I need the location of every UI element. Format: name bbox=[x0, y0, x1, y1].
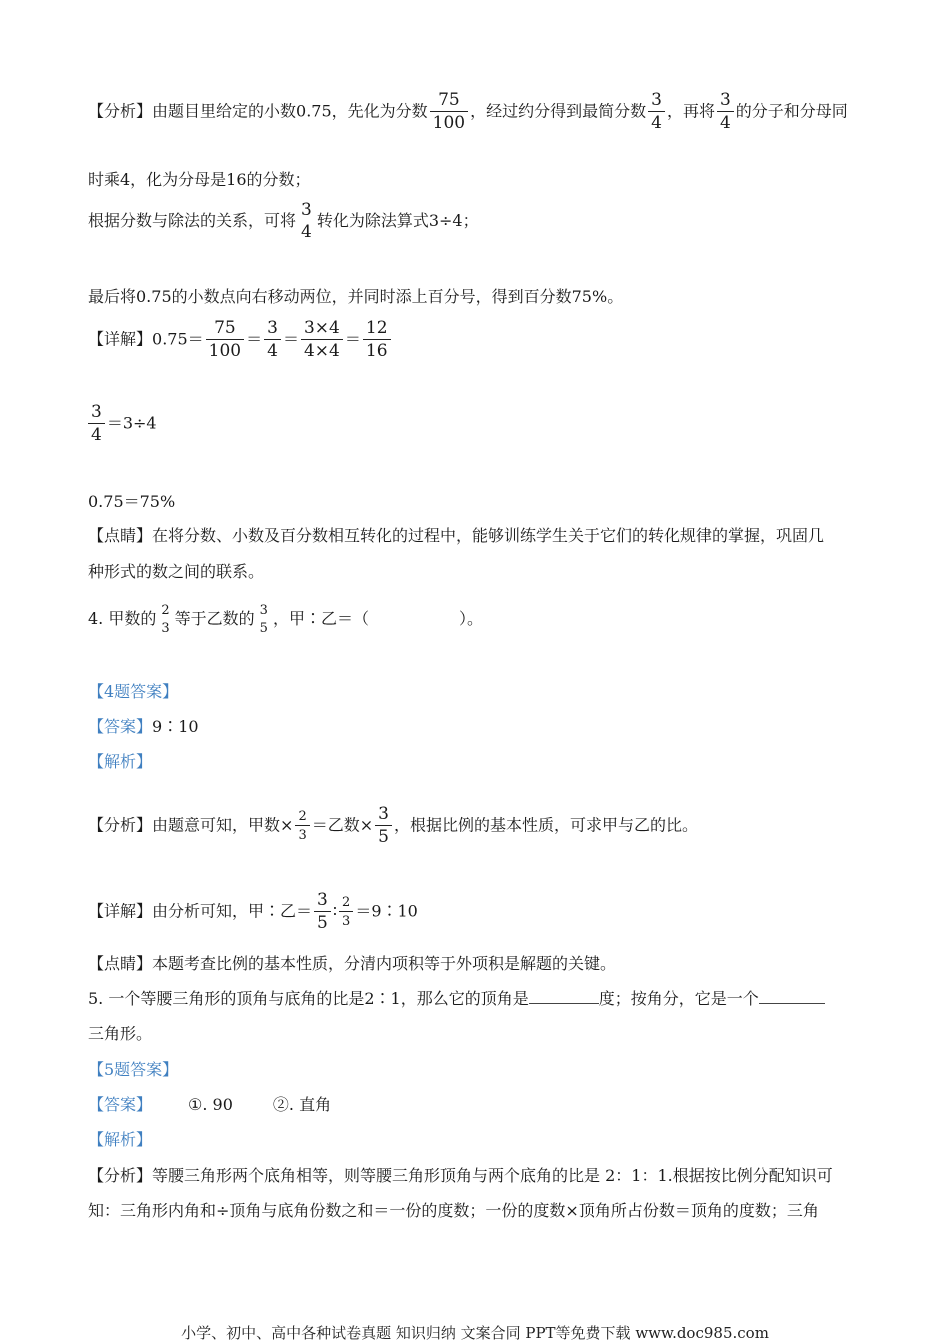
q4-point bbox=[88, 952, 616, 976]
fraction-3-4: $\frac{3}{4}$ bbox=[264, 320, 281, 360]
analysis1-line3 bbox=[88, 202, 479, 241]
equals-sign: ＝ bbox=[344, 329, 361, 349]
answer-blank bbox=[529, 987, 599, 1004]
fraction-3-5: $\frac{3}{5}$ bbox=[314, 892, 331, 932]
fraction-12-16: $\frac{12}{16}$ bbox=[363, 320, 391, 360]
answer-value: 9∶10 bbox=[152, 717, 199, 736]
q4-analysis bbox=[88, 806, 698, 846]
question-text: 度；按角分，它是一个 bbox=[598, 989, 759, 1008]
analysis-text: ，根据比例的基本性质，可求甲与乙的比。 bbox=[393, 815, 698, 835]
fraction-3-4: $\frac{3}{4}$ bbox=[717, 92, 734, 132]
equals-sign: ＝ bbox=[282, 329, 299, 349]
point-text: 本题考查比例的基本性质，分清内项积等于外项积是解题的关键。 bbox=[152, 954, 617, 973]
analysis-tag: 【分析】 bbox=[88, 815, 153, 835]
detail-text: 0.75＝ bbox=[152, 329, 204, 349]
fraction-75-100: $\frac{75}{100}$ bbox=[430, 92, 468, 132]
q5-analysis-line1 bbox=[88, 1164, 833, 1188]
detail-text: 由分析可知，甲∶乙＝ bbox=[152, 901, 313, 921]
q4-detail bbox=[88, 892, 418, 932]
point-tag: 【点睛】 bbox=[88, 954, 153, 973]
analysis-tag: 【分析】 bbox=[88, 101, 153, 121]
q4-answer bbox=[88, 715, 199, 739]
detail-tag: 【详解】 bbox=[88, 901, 153, 921]
question-5 bbox=[88, 987, 825, 1011]
analysis1-line2: 时乘4，化为分母是16的分数； bbox=[88, 170, 311, 189]
analysis-text: ，再将 bbox=[666, 101, 715, 121]
analysis-text: 由题目里给定的小数0.75，先化为分数 bbox=[152, 101, 428, 121]
fraction-3-5: $\frac{3}{5}$ bbox=[375, 806, 392, 846]
fraction-2-3: $\frac{2}{3}$ bbox=[339, 896, 353, 928]
question-text: 4. 甲数的 bbox=[88, 609, 157, 628]
analysis1-line4: 最后将0.75的小数点向右移动两位，并同时添上百分号，得到百分数75%。 bbox=[88, 287, 624, 306]
q4-answer-header: 【4题答案】 bbox=[88, 682, 179, 701]
detail1-line2 bbox=[86, 404, 157, 444]
question-text: 等于乙数的 bbox=[174, 609, 255, 628]
detail1-line3: 0.75＝75% bbox=[88, 492, 176, 511]
point-tag: 【点睛】 bbox=[88, 526, 153, 545]
q5-answer bbox=[88, 1093, 331, 1117]
analysis-text: 的分子和分母同 bbox=[735, 101, 848, 121]
question-5-line2: 三角形。 bbox=[88, 1024, 153, 1043]
point1-line1 bbox=[88, 524, 824, 548]
analysis-text: ，经过约分得到最简分数 bbox=[470, 101, 647, 121]
page-footer: 小学、初中、高中各种试卷真题 知识归纳 文案合同 PPT等免费下载 www.doc985.com bbox=[181, 1324, 769, 1342]
detail1-line1 bbox=[88, 320, 393, 360]
detail-tag: 【详解】 bbox=[88, 329, 153, 349]
analysis-text: 根据分数与除法的关系，可将 bbox=[88, 211, 297, 230]
q5-answer-header: 【5题答案】 bbox=[88, 1060, 179, 1079]
question-text: 5. 一个等腰三角形的顶角与底角的比是2∶1，那么它的顶角是 bbox=[88, 989, 529, 1008]
fraction-3-4: $\frac{3}{4}$ bbox=[88, 404, 105, 444]
fraction-3-4: 3 4 bbox=[301, 200, 312, 242]
analysis-tag: 【分析】 bbox=[88, 1166, 153, 1185]
answer-label: 【答案】 bbox=[88, 717, 153, 736]
question-text: ）。 bbox=[458, 609, 483, 628]
fraction-3-5: 3 5 bbox=[259, 603, 268, 636]
answer-blank bbox=[759, 987, 825, 1004]
q5-jiexi: 【解析】 bbox=[88, 1130, 153, 1149]
fraction-2-3: $\frac{2}{3}$ bbox=[295, 810, 309, 842]
ratio-colon: ∶ bbox=[332, 901, 338, 921]
equals-sign: ＝ bbox=[246, 329, 263, 349]
fraction-3x4-4x4: $\frac{3\times 4}{4\times 4}$ bbox=[301, 320, 343, 360]
point1-line2: 种形式的数之间的联系。 bbox=[88, 562, 265, 581]
analysis-text: ＝乙数× bbox=[311, 815, 374, 835]
fraction-3-4: $\frac{3}{4}$ bbox=[648, 92, 665, 132]
answer-value: ①. 90 bbox=[188, 1095, 233, 1114]
analysis-text: 转化为除法算式3÷4； bbox=[316, 211, 479, 230]
q5-analysis-line2: 知：三角形内角和÷顶角与底角份数之和＝一份的度数；一份的度数×顶角所占份数＝顶角的度数；三角 bbox=[88, 1201, 819, 1220]
analysis-text: 等腰三角形两个底角相等，则等腰三角形顶角与两个底角的比是 2：1：1.根据按比例分配知识可 bbox=[152, 1166, 833, 1185]
q4-jiexi: 【解析】 bbox=[88, 752, 153, 771]
detail-text: ＝9∶10 bbox=[355, 901, 418, 921]
question-text: ，甲∶乙＝（ bbox=[272, 609, 369, 628]
answer-value: ②. 直角 bbox=[272, 1095, 332, 1114]
fraction-2-3: 2 3 bbox=[161, 603, 170, 636]
point-text: 在将分数、小数及百分数相互转化的过程中，能够训练学生关于它们的转化规律的掌握，巩固几 bbox=[152, 526, 825, 545]
answer-label: 【答案】 bbox=[88, 1095, 153, 1114]
analysis1-line1 bbox=[88, 92, 848, 132]
detail-text: ＝3÷4 bbox=[106, 413, 157, 433]
analysis-text: 由题意可知，甲数× bbox=[152, 815, 294, 835]
fraction-75-100: $\frac{75}{100}$ bbox=[206, 320, 244, 360]
question-4 bbox=[88, 604, 483, 635]
